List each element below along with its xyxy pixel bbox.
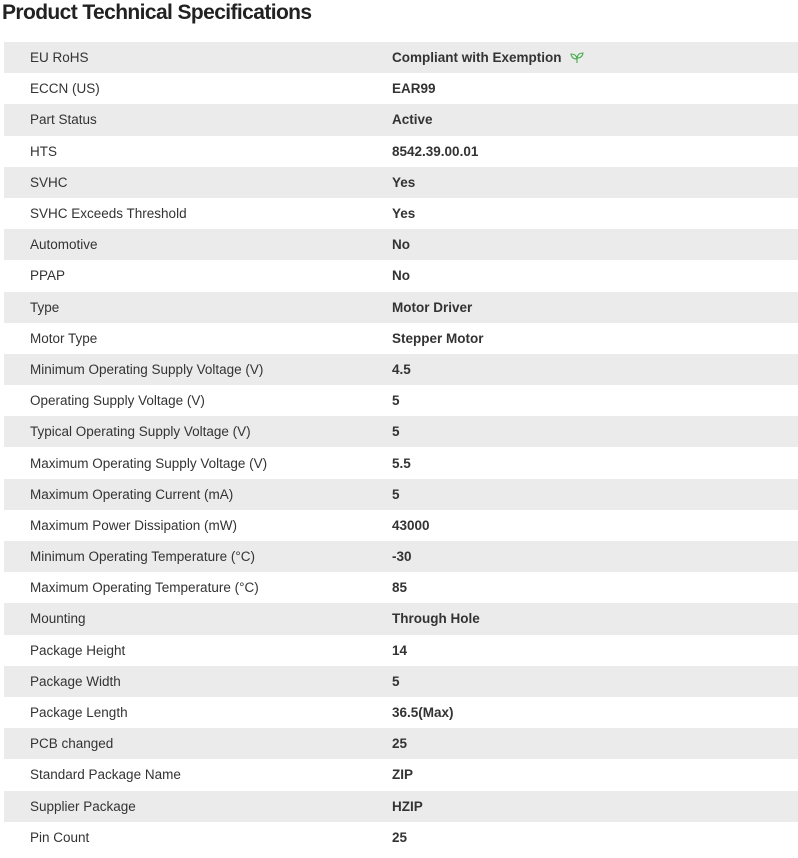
spec-value: 8542.39.00.01 (392, 143, 479, 159)
spec-label: PPAP (30, 268, 66, 284)
spec-value: 36.5(Max) (392, 705, 454, 721)
spec-row-pin-count (4, 822, 798, 853)
spec-value: Yes (392, 174, 416, 190)
spec-row-max-current (4, 479, 798, 510)
spec-label: Maximum Operating Current (mA) (30, 486, 234, 502)
spec-row-motor-type (4, 323, 798, 354)
spec-table (4, 42, 798, 853)
spec-row-package-width (4, 666, 798, 697)
spec-row-ppap (4, 260, 798, 291)
spec-value: 85 (392, 580, 408, 596)
spec-value: No (392, 268, 410, 284)
spec-row-supplier-package (4, 791, 798, 822)
spec-label: Motor Type (30, 330, 98, 346)
spec-label: Mounting (30, 611, 86, 627)
spec-value: HZIP (392, 798, 423, 814)
spec-row-package-length (4, 697, 798, 728)
spec-row-type (4, 292, 798, 323)
spec-value: 4.5 (392, 361, 411, 377)
spec-value: No (392, 237, 410, 253)
spec-row-typical-supply-voltage (4, 416, 798, 447)
spec-label: SVHC (30, 174, 68, 190)
spec-label: Maximum Operating Supply Voltage (V) (30, 455, 268, 471)
spec-label: Standard Package Name (30, 767, 181, 783)
spec-label: Maximum Power Dissipation (mW) (30, 517, 238, 533)
spec-row-max-power (4, 510, 798, 541)
spec-value: 25 (392, 736, 408, 752)
spec-label: Package Height (30, 642, 126, 658)
spec-label: Package Length (30, 705, 128, 721)
spec-label: Part Status (30, 112, 97, 128)
spec-value (392, 50, 798, 65)
spec-label: EU RoHS (30, 50, 89, 66)
spec-row-supply-voltage (4, 385, 798, 416)
spec-label: PCB changed (30, 736, 114, 752)
spec-value: 5 (392, 424, 400, 440)
spec-label: Typical Operating Supply Voltage (V) (30, 424, 251, 440)
spec-value: Through Hole (392, 611, 480, 627)
spec-value: Motor Driver (392, 299, 473, 315)
spec-value: -30 (392, 549, 412, 565)
spec-value: 5.5 (392, 455, 411, 471)
spec-value: 43000 (392, 517, 430, 533)
spec-row-max-supply-voltage (4, 447, 798, 478)
spec-row-svhc-threshold (4, 198, 798, 229)
spec-row-eccn (4, 73, 798, 104)
spec-label: ECCN (US) (30, 81, 100, 97)
spec-row-automotive (4, 229, 798, 260)
spec-value: Stepper Motor (392, 330, 484, 346)
spec-row-min-supply-voltage (4, 354, 798, 385)
spec-row-max-temp (4, 572, 798, 603)
spec-label: Package Width (30, 673, 121, 689)
spec-row-part-status (4, 104, 798, 135)
spec-row-package-height (4, 635, 798, 666)
spec-label: Automotive (30, 237, 98, 253)
spec-row-eu-rohs (4, 42, 798, 73)
spec-label: Type (30, 299, 60, 315)
spec-row-pcb-changed (4, 728, 798, 759)
spec-label: Operating Supply Voltage (V) (30, 393, 205, 409)
spec-label: Maximum Operating Temperature (°C) (30, 580, 259, 596)
page-title: Product Technical Specifications (2, 1, 312, 24)
spec-value: 14 (392, 642, 408, 658)
spec-value: EAR99 (392, 81, 436, 97)
spec-value: Yes (392, 206, 416, 222)
spec-value-text: Compliant with Exemption (392, 50, 562, 66)
spec-label: Minimum Operating Temperature (°C) (30, 549, 255, 565)
spec-row-svhc (4, 167, 798, 198)
spec-value: Active (392, 112, 433, 128)
spec-label: Minimum Operating Supply Voltage (V) (30, 361, 264, 377)
spec-value: 25 (392, 829, 408, 845)
spec-label: SVHC Exceeds Threshold (30, 206, 187, 222)
spec-value: 5 (392, 393, 400, 409)
spec-value: 5 (392, 486, 400, 502)
spec-value: 5 (392, 673, 400, 689)
spec-row-hts (4, 136, 798, 167)
spec-value: ZIP (392, 767, 414, 783)
spec-label: Pin Count (30, 829, 90, 845)
spec-label: Supplier Package (30, 798, 136, 814)
spec-row-std-package-name (4, 759, 798, 790)
spec-row-min-temp (4, 541, 798, 572)
leaf-icon (570, 52, 584, 64)
spec-row-mounting (4, 603, 798, 634)
spec-label: HTS (30, 143, 57, 159)
